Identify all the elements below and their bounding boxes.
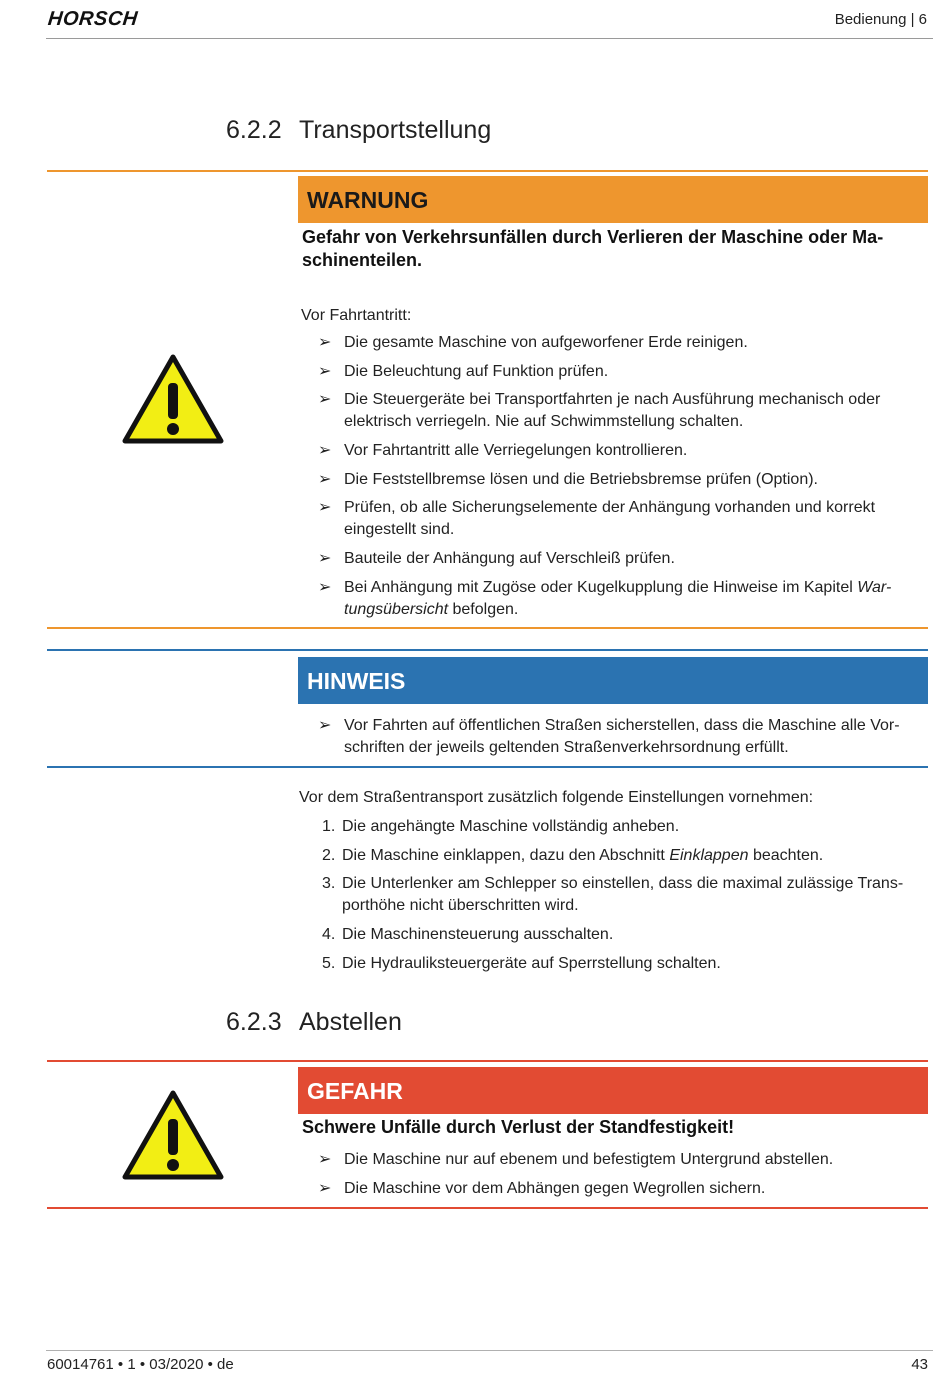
arrow-bullet-icon: ➢ xyxy=(318,362,332,380)
notice-top-rule xyxy=(47,649,928,651)
list-item: ➢ Die Feststellbremse lösen und die Betriebsbremse prüfen (Option). xyxy=(318,469,923,491)
warning-title-line: schinenteilen. xyxy=(302,250,423,270)
list-item: ➢ Die gesamte Maschine von aufgeworfener Erde reinigen. xyxy=(318,332,923,354)
notice-banner: HINWEIS xyxy=(298,657,928,704)
warning-bottom-rule xyxy=(47,627,928,629)
list-item: ➢ Bei Anhängung mit Zugöse oder Kugelkupplung die Hinweise im Kapitel War- tungsübersicht befolgen. xyxy=(318,578,892,618)
arrow-bullet-icon: ➢ xyxy=(318,1179,332,1197)
danger-title: Schwere Unfälle durch Verlust der Standfestigkeit! xyxy=(302,1117,735,1137)
steps-intro: Vor dem Straßentransport zusätzlich folgende Einstellungen vornehmen: xyxy=(299,789,814,806)
section-title: Transportstellung xyxy=(299,116,492,144)
arrow-bullet-icon: ➢ xyxy=(318,442,332,460)
warning-triangle-icon xyxy=(121,1089,225,1181)
arrow-bullet-icon: ➢ xyxy=(318,334,332,351)
list-item: ➢ Vor Fahrten auf öffentlichen Straßen sicherstellen, dass die Maschine alle Vor- schriften der jeweils geltenden Straßenverkehrsordnung erfüllt. xyxy=(318,717,900,756)
document-number: 60014761 • 1 • 03/2020 • de xyxy=(47,1356,234,1373)
page-number: 43 xyxy=(911,1356,928,1373)
list-item: 3. Die Unterlenker am Schlepper so einstellen, dass die maximal zulässige Trans- porthöhe nicht überschritten wird. xyxy=(322,875,904,915)
warning-intro: Vor Fahrtantritt: xyxy=(301,307,412,324)
arrow-bullet-icon: ➢ xyxy=(318,499,332,517)
list-item: ➢ Prüfen, ob alle Sicherungselemente der Anhängung vorhanden und korrekt eingestellt sind. xyxy=(318,499,876,539)
chapter-reference: Bedienung | 6 xyxy=(834,11,927,28)
warning-banner: WARNUNG xyxy=(298,176,928,223)
list-item: ➢ Die Maschine vor dem Abhängen gegen Wegrollen sichern. xyxy=(318,1178,923,1200)
cross-reference: tungsübersicht xyxy=(344,600,449,618)
section-number: 6.2.2 xyxy=(226,116,282,144)
footer-rule xyxy=(46,1350,933,1351)
warning-title-line: Gefahr von Verkehrsunfällen durch Verlieren der Maschine oder Ma- xyxy=(302,227,884,247)
section-heading-abstellen xyxy=(226,1008,402,1037)
section-number: 6.2.3 xyxy=(226,1008,282,1036)
danger-top-rule xyxy=(47,1060,928,1062)
warning-title xyxy=(302,226,922,272)
cross-reference: Einklappen xyxy=(669,846,749,864)
arrow-bullet-icon: ➢ xyxy=(318,550,332,568)
list-item: 4. Die Maschinensteuerung ausschalten. xyxy=(322,926,614,944)
notice-bullet-list xyxy=(318,715,923,766)
arrow-bullet-icon: ➢ xyxy=(318,717,332,734)
notice-bottom-rule xyxy=(47,766,928,768)
list-item: 1. Die angehängte Maschine vollständig anheben. xyxy=(322,818,680,835)
danger-bullet-list xyxy=(318,1149,923,1206)
list-item: ➢ Die Beleuchtung auf Funktion prüfen. xyxy=(318,361,923,383)
page-header xyxy=(46,0,933,39)
arrow-bullet-icon: ➢ xyxy=(318,578,332,596)
arrow-bullet-icon: ➢ xyxy=(318,1151,332,1168)
warning-triangle-icon xyxy=(121,353,225,445)
steps-list xyxy=(322,816,922,981)
list-item: ➢ Vor Fahrtantritt alle Verriegelungen kontrollieren. xyxy=(318,440,923,462)
arrow-bullet-icon: ➢ xyxy=(318,391,332,409)
danger-bottom-rule xyxy=(47,1207,928,1209)
list-item: 5. Die Hydrauliksteuergeräte auf Sperrstellung schalten. xyxy=(322,954,721,972)
list-item: ➢ Die Maschine nur auf ebenem und befestigtem Untergrund abstellen. xyxy=(318,1149,923,1171)
arrow-bullet-icon: ➢ xyxy=(318,470,332,488)
cross-reference: War- xyxy=(857,578,892,596)
list-item: ➢ Die Steuergeräte bei Transportfahrten je nach Ausführung mechanisch oder elektrisch verriegeln. Nie auf Schwimmstellung schalten. xyxy=(318,391,881,431)
section-heading-transportstellung xyxy=(226,116,491,145)
section-title: Abstellen xyxy=(299,1008,402,1036)
warning-bullet-list xyxy=(318,332,923,628)
horsch-logo: HORSCH xyxy=(46,8,139,30)
list-item: ➢ Bauteile der Anhängung auf Verschleiß prüfen. xyxy=(318,548,923,570)
list-item: 2. Die Maschine einklappen, dazu den Abschnitt Einklappen beachten. xyxy=(322,846,824,864)
danger-banner: GEFAHR xyxy=(298,1067,928,1114)
warning-top-rule xyxy=(47,170,928,172)
